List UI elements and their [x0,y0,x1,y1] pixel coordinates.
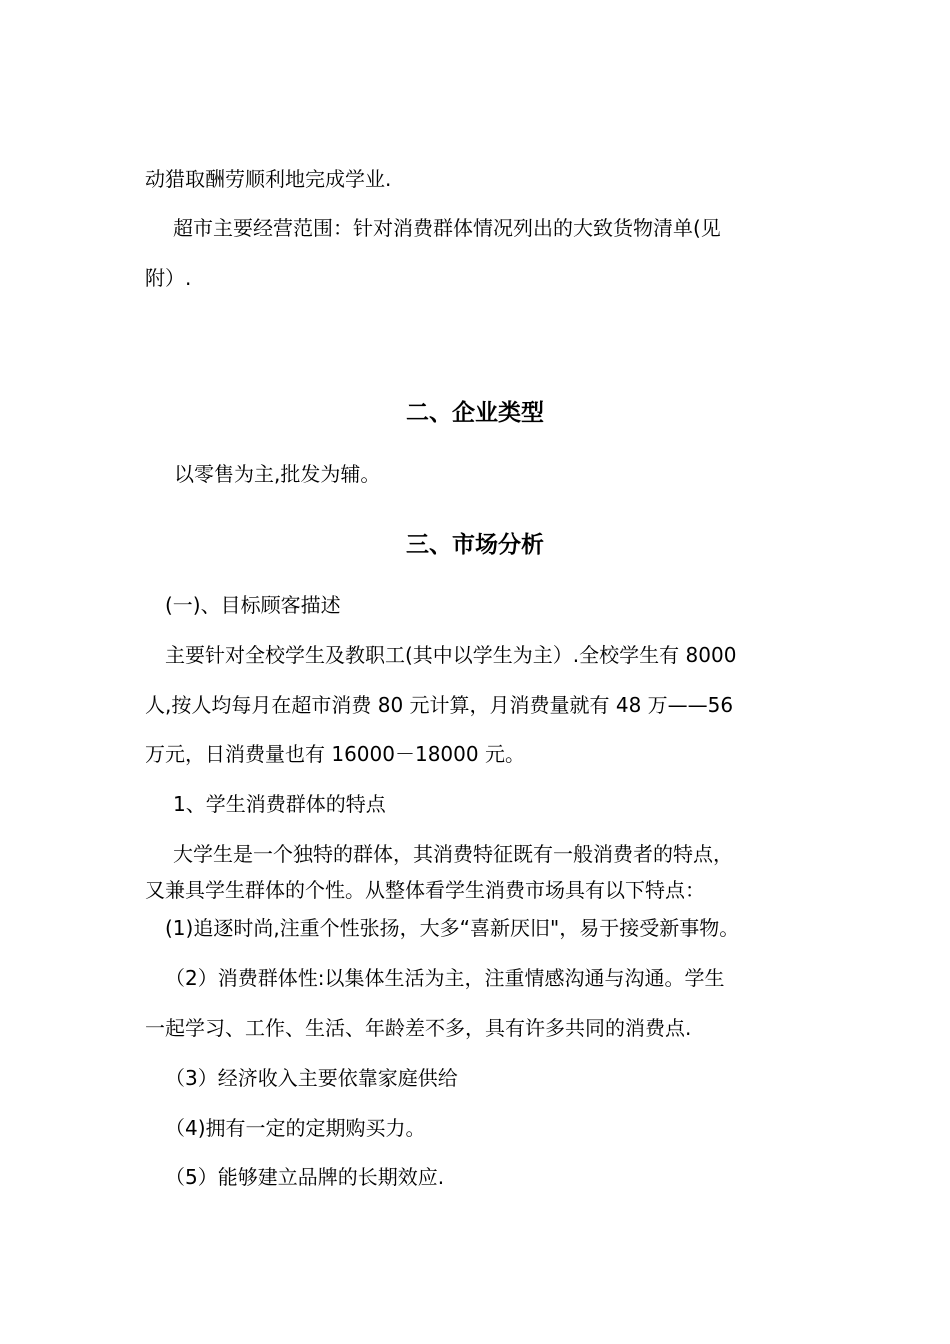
paragraph-line: 人,按人均每月在超市消费 80 元计算，月消费量就有 48 万——56 [145,693,734,717]
paragraph-line: 超市主要经营范围：针对消费群体情况列出的大致货物清单(见 [173,216,721,240]
list-item: （3）经济收入主要依靠家庭供给 [165,1066,458,1090]
paragraph-line: 主要针对全校学生及教职工(其中以学生为主）.全校学生有 8000 [165,643,737,667]
paragraph-line: 动猎取酬劳顺利地完成学业. [145,167,392,191]
list-item: （2）消费群体性:以集体生活为主，注重情感沟通与沟通。学生 [165,966,725,990]
section-heading-market-analysis: 三、市场分析 [406,532,544,558]
subsection-heading: 1、学生消费群体的特点 [173,792,386,816]
subsection-heading: (一)、目标顾客描述 [165,593,341,617]
paragraph-line: 大学生是一个独特的群体，其消费特征既有一般消费者的特点， [173,842,733,866]
paragraph-line: 一起学习、工作、生活、年龄差不多，具有许多共同的消费点. [145,1016,692,1040]
list-item: （4)拥有一定的定期购买力。 [165,1116,426,1140]
paragraph-line: 万元，日消费量也有 16000－18000 元。 [145,742,525,766]
list-item: (1)追逐时尚,注重个性张扬，大多“喜新厌旧"，易于接受新事物。 [165,916,740,940]
paragraph-line: 附）. [145,266,192,290]
paragraph-line: 以零售为主,批发为辅。 [174,462,381,486]
list-item: （5）能够建立品牌的长期效应. [165,1165,445,1189]
section-heading-enterprise-type: 二、企业类型 [406,400,544,426]
paragraph-line: 又兼具学生群体的个性。从整体看学生消费市场具有以下特点： [145,878,705,902]
